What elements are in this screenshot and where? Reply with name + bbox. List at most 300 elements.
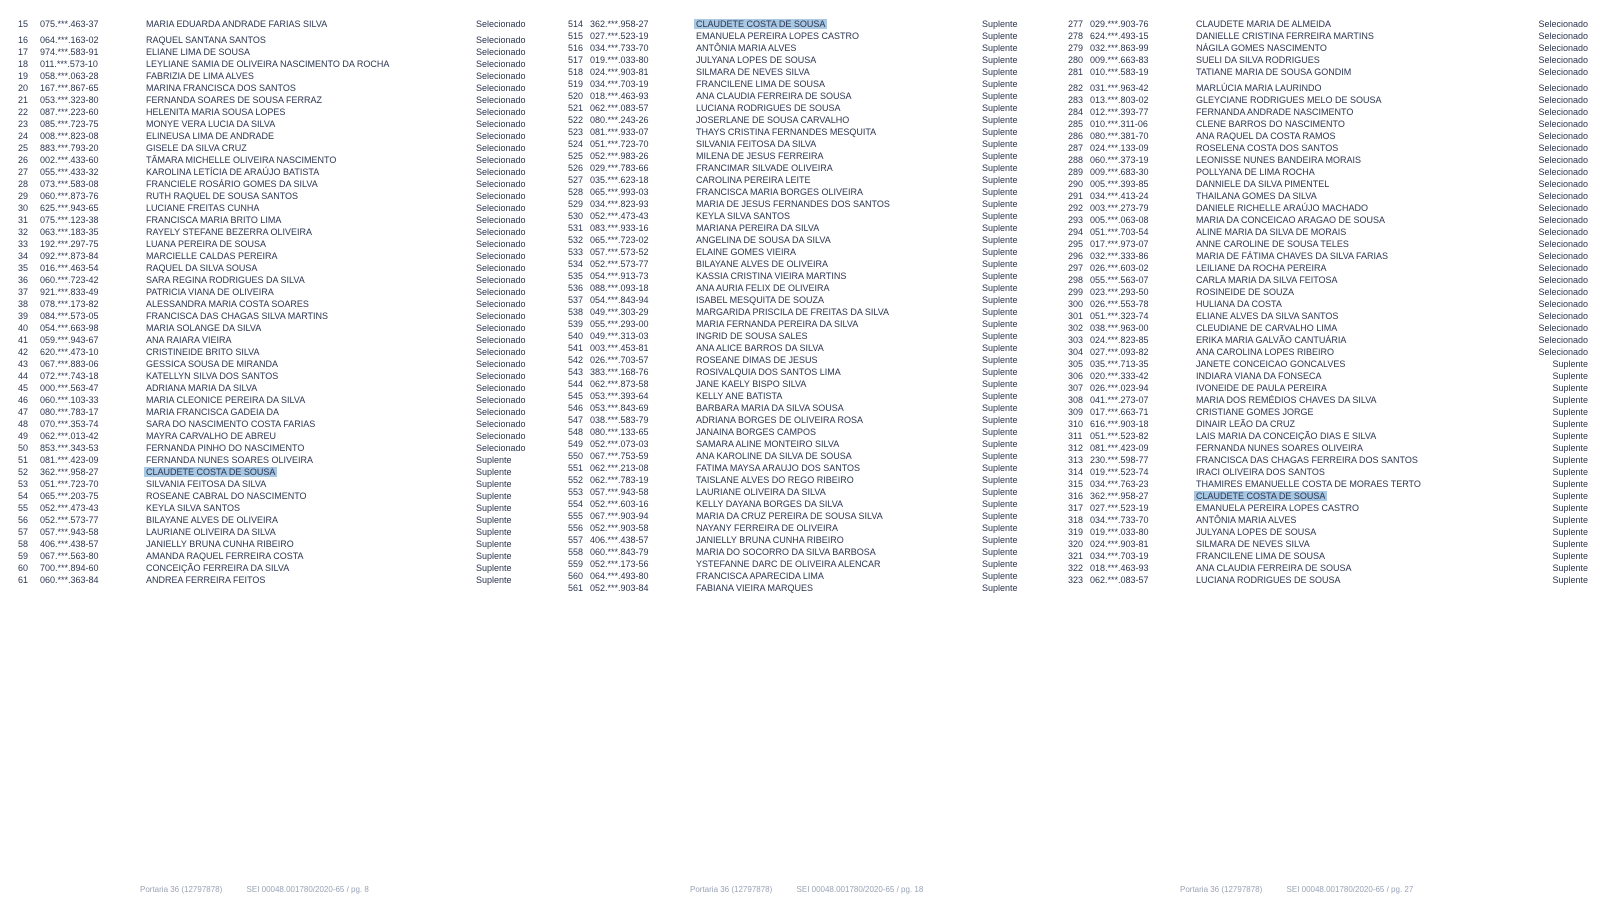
row-number: 42: [18, 347, 29, 357]
row-name: ROSEANE CABRAL DO NASCIMENTO: [146, 491, 307, 501]
row-name: FERNANDA NUNES SOARES OLIVEIRA: [1196, 443, 1364, 453]
row-name: FRANCIELE ROSÁRIO GOMES DA SILVA: [146, 179, 318, 189]
row-name-cell: [1194, 550, 1524, 562]
table-row: [18, 550, 548, 562]
row-cpf: 053.***.393-64: [590, 391, 649, 401]
row-name-cell: [144, 118, 476, 130]
row-name: ANA AURIA FELIX DE OLIVEIRA: [696, 283, 830, 293]
row-name: JULYANA LOPES DE SOUSA: [1196, 527, 1317, 537]
row-number: 46: [18, 395, 29, 405]
row-cpf: 060.***.873-76: [40, 191, 99, 201]
row-name: LUCIANA RODRIGUES DE SOUSA: [696, 103, 841, 113]
row-cpf: 003.***.453-81: [590, 343, 649, 353]
row-number: 538: [568, 307, 584, 317]
row-cpf: 051.***.323-74: [1090, 311, 1149, 321]
row-number: 295: [1068, 239, 1084, 249]
row-status: Suplente: [476, 527, 512, 537]
row-status: Suplente: [1552, 491, 1588, 501]
row-name: ROSEANE DIMAS DE JESUS: [696, 355, 818, 365]
row-number: 39: [18, 311, 29, 321]
row-name-cell: [144, 106, 476, 118]
row-status: Suplente: [476, 455, 512, 465]
row-number: 315: [1068, 479, 1084, 489]
row-name-cell: [694, 414, 982, 426]
table-row: [1068, 394, 1588, 406]
table-row: [1068, 106, 1588, 118]
row-status: Selecionado: [1538, 251, 1588, 261]
row-status: Selecionado: [476, 347, 526, 357]
row-status: Selecionado: [476, 335, 526, 345]
row-name: CAROLINA PEREIRA LEITE: [696, 175, 811, 185]
table-row: [18, 250, 548, 262]
row-name: ISABEL MESQUITA DE SOUZA: [696, 295, 825, 305]
row-name-cell: [1194, 54, 1524, 66]
row-cpf: 700.***.894-60: [40, 563, 99, 573]
row-name: ERIKA MARIA GALVÃO CANTUÁRIA: [1196, 335, 1347, 345]
row-name: MARIA DE JESUS FERNANDES DOS SANTOS: [696, 199, 890, 209]
table-row: [18, 478, 548, 490]
row-name: MARLÚCIA MARIA LAURINDO: [1196, 83, 1322, 93]
row-number: 542: [568, 355, 584, 365]
row-cpf: 058.***.063-28: [40, 71, 99, 81]
row-name: JANIELLY BRUNA CUNHA RIBEIRO: [146, 539, 294, 549]
row-cpf: 070.***.353-74: [40, 419, 99, 429]
row-status: Selecionado: [476, 155, 526, 165]
row-cpf: 026.***.553-78: [1090, 299, 1149, 309]
row-name: LUCIANE FREITAS CUNHA: [146, 203, 260, 213]
row-cpf: 034.***.733-70: [1090, 515, 1149, 525]
row-status: Selecionado: [476, 131, 526, 141]
row-name: MARINA FRANCISCA DOS SANTOS: [146, 83, 296, 93]
row-name-cell: [144, 334, 476, 346]
row-name: CLEUDIANE DE CARVALHO LIMA: [1196, 323, 1338, 333]
row-number: 51: [18, 455, 29, 465]
row-status: Suplente: [982, 31, 1018, 41]
table-row: [1068, 286, 1588, 298]
row-status: Suplente: [982, 235, 1018, 245]
row-status: Suplente: [982, 67, 1018, 77]
row-number: 24: [18, 131, 29, 141]
table-row: [1068, 382, 1588, 394]
row-name: MAYRA CARVALHO DE ABREU: [146, 431, 277, 441]
row-status: Selecionado: [1538, 227, 1588, 237]
row-name: ANA RAIARA VIEIRA: [146, 335, 232, 345]
row-number: 298: [1068, 275, 1084, 285]
row-name-cell: [1194, 322, 1524, 334]
row-name-cell: [694, 258, 982, 270]
row-number: 549: [568, 439, 584, 449]
row-name: KEYLA SILVA SANTOS: [696, 211, 791, 221]
table-row: [568, 246, 1048, 258]
row-cpf: 012.***.393-77: [1090, 107, 1149, 117]
row-name: FATIMA MAYSA ARAUJO DOS SANTOS: [696, 463, 861, 473]
row-name: KASSIA CRISTINA VIEIRA MARTINS: [696, 271, 847, 281]
table-row: [18, 226, 548, 238]
table-row: [1068, 166, 1588, 178]
row-name-cell: [144, 502, 476, 514]
row-number: 544: [568, 379, 584, 389]
row-cpf: 362.***.958-27: [40, 467, 99, 477]
row-status: Selecionado: [1538, 203, 1588, 213]
row-number: 20: [18, 83, 29, 93]
table-row: [1068, 310, 1588, 322]
row-cpf: 065.***.723-02: [590, 235, 649, 245]
row-status: Suplente: [476, 491, 512, 501]
table-row: [18, 238, 548, 250]
row-cpf: 029.***.903-76: [1090, 19, 1149, 29]
row-cpf: 060.***.843-79: [590, 547, 649, 557]
table-row: [1068, 526, 1588, 538]
row-number: 48: [18, 419, 29, 429]
table-row: [1068, 334, 1588, 346]
row-cpf: 041.***.273-07: [1090, 395, 1149, 405]
row-number: 310: [1068, 419, 1084, 429]
row-cpf: 167.***.867-65: [40, 83, 99, 93]
row-cpf: 027.***.523-19: [1090, 503, 1149, 513]
row-name-cell: [144, 214, 476, 226]
row-name: LEILIANE DA ROCHA PEREIRA: [1196, 263, 1327, 273]
table-row: [18, 574, 548, 586]
row-cpf: 084.***.573-05: [40, 311, 99, 321]
row-cpf: 078.***.173-82: [40, 299, 99, 309]
row-status: Suplente: [1552, 503, 1588, 513]
row-number: 284: [1068, 107, 1084, 117]
row-name: JULYANA LOPES DE SOUSA: [696, 55, 817, 65]
row-status: Suplente: [1552, 455, 1588, 465]
row-number: 323: [1068, 575, 1084, 585]
row-cpf: 024.***.823-85: [1090, 335, 1149, 345]
row-number: 41: [18, 335, 29, 345]
row-status: Suplente: [982, 571, 1018, 581]
row-name-cell: [694, 138, 982, 150]
row-name-cell: [144, 442, 476, 454]
row-status: Suplente: [982, 103, 1018, 113]
table-row: [568, 354, 1048, 366]
table-row: [18, 118, 548, 130]
table-row: [568, 78, 1048, 90]
row-cpf: 024.***.903-81: [1090, 539, 1149, 549]
row-name: FRANCISCA MARIA BRITO LIMA: [146, 215, 282, 225]
row-name-cell: [694, 546, 982, 558]
row-name: ANA KAROLINE DA SILVA DE SOUSA: [696, 451, 852, 461]
row-name: YSTEFANNE DARC DE OLIVEIRA ALENCAR: [696, 559, 881, 569]
row-cpf: 230.***.598-77: [1090, 455, 1149, 465]
row-name-cell: [694, 378, 982, 390]
row-cpf: 057.***.573-52: [590, 247, 649, 257]
table-row: [1068, 94, 1588, 106]
table-row: [568, 510, 1048, 522]
footer-sei: SEI 00048.001780/2020-65 / pg. 27: [1286, 885, 1414, 894]
row-cpf: 038.***.583-79: [590, 415, 649, 425]
list-page-left: [18, 18, 548, 880]
row-name: MARIA SOLANGE DA SILVA: [146, 323, 262, 333]
row-status: Suplente: [982, 43, 1018, 53]
row-cpf: 024.***.903-81: [590, 67, 649, 77]
row-number: 283: [1068, 95, 1084, 105]
table-row: [18, 130, 548, 142]
row-name-cell: [694, 90, 982, 102]
table-row: [18, 334, 548, 346]
row-name-cell: [144, 58, 476, 70]
row-cpf: 625.***.943-65: [40, 203, 99, 213]
row-number: 543: [568, 367, 584, 377]
row-cpf: 055.***.433-32: [40, 167, 99, 177]
row-number: 60: [18, 563, 29, 573]
row-number: 319: [1068, 527, 1084, 537]
row-cpf: 616.***.903-18: [1090, 419, 1149, 429]
row-name: CONCEIÇÃO FERREIRA DA SILVA: [146, 563, 290, 573]
row-name-cell: [144, 310, 476, 322]
row-status: Suplente: [1552, 431, 1588, 441]
row-number: 288: [1068, 155, 1084, 165]
row-name-cell: [144, 358, 476, 370]
row-number: 547: [568, 415, 584, 425]
row-name-cell: [1194, 298, 1524, 310]
row-number: 286: [1068, 131, 1084, 141]
row-status: Selecionado: [1538, 143, 1588, 153]
row-status: Selecionado: [1538, 83, 1588, 93]
row-status: Selecionado: [1538, 131, 1588, 141]
table-row: [1068, 130, 1588, 142]
table-row: [18, 562, 548, 574]
row-cpf: 065.***.993-03: [590, 187, 649, 197]
row-cpf: 067.***.883-06: [40, 359, 99, 369]
table-row: [568, 294, 1048, 306]
row-name: JANE KAELY BISPO SILVA: [696, 379, 807, 389]
row-cpf: 034.***.733-70: [590, 43, 649, 53]
row-name-cell: [1194, 130, 1524, 142]
row-status: Selecionado: [1538, 179, 1588, 189]
row-name-cell: [1194, 442, 1524, 454]
row-status: Suplente: [982, 379, 1018, 389]
row-status: Suplente: [476, 539, 512, 549]
row-number: 312: [1068, 443, 1084, 453]
table-row: [1068, 322, 1588, 334]
row-name-cell: [694, 66, 982, 78]
row-name-cell: [144, 166, 476, 178]
table-row: [1068, 442, 1588, 454]
row-cpf: 060.***.363-84: [40, 575, 99, 585]
row-name-cell: [694, 390, 982, 402]
row-status: Suplente: [476, 575, 512, 585]
row-number: 520: [568, 91, 584, 101]
row-cpf: 062.***.013-42: [40, 431, 99, 441]
row-status: Suplente: [982, 367, 1018, 377]
row-number: 525: [568, 151, 584, 161]
table-row: [1068, 238, 1588, 250]
row-name-cell: [694, 366, 982, 378]
row-cpf: 032.***.863-99: [1090, 43, 1149, 53]
row-name: CRISTINEIDE BRITO SILVA: [146, 347, 260, 357]
row-name-cell: [144, 466, 476, 478]
table-row: [18, 322, 548, 334]
row-cpf: 008.***.823-08: [40, 131, 99, 141]
row-name: RUTH RAQUEL DE SOUSA SANTOS: [146, 191, 299, 201]
row-status: Selecionado: [1538, 95, 1588, 105]
row-number: 517: [568, 55, 584, 65]
row-number: 292: [1068, 203, 1084, 213]
row-status: Selecionado: [476, 191, 526, 201]
row-cpf: 883.***.793-20: [40, 143, 99, 153]
row-number: 553: [568, 487, 584, 497]
footer-sei: SEI 00048.001780/2020-65 / pg. 18: [796, 885, 924, 894]
row-cpf: 080.***.783-17: [40, 407, 99, 417]
table-row: [568, 114, 1048, 126]
row-name: MONYE VERA LUCIA DA SILVA: [146, 119, 276, 129]
row-status: Suplente: [982, 127, 1018, 137]
row-name-cell: [144, 346, 476, 358]
table-row: [1068, 202, 1588, 214]
row-name: SARA DO NASCIMENTO COSTA FARIAS: [146, 419, 316, 429]
row-name-cell: [144, 250, 476, 262]
table-row: [18, 442, 548, 454]
row-cpf: 009.***.663-83: [1090, 55, 1149, 65]
row-name-cell: [1194, 178, 1524, 190]
row-cpf: 052.***.573-77: [590, 259, 649, 269]
table-row: [1068, 66, 1588, 78]
row-number: 531: [568, 223, 584, 233]
row-name-cell: [694, 570, 982, 582]
row-name: MARIA EDUARDA ANDRADE FARIAS SILVA: [146, 19, 328, 29]
row-number: 22: [18, 107, 29, 117]
row-name-cell: [694, 186, 982, 198]
row-number: 534: [568, 259, 584, 269]
table-row: [568, 366, 1048, 378]
table-row: [568, 210, 1048, 222]
row-name: KATELLYN SILVA DOS SANTOS: [146, 371, 279, 381]
table-row: [568, 426, 1048, 438]
row-name: KELLY DAYANA BORGES DA SILVA: [696, 499, 844, 509]
row-name: LEYLIANE SAMIA DE OLIVEIRA NASCIMENTO DA ROCHA: [146, 59, 390, 69]
table-row: [18, 202, 548, 214]
row-number: 532: [568, 235, 584, 245]
row-name: MARIA FERNANDA PEREIRA DA SILVA: [696, 319, 859, 329]
page-footer-left: [140, 885, 391, 894]
row-cpf: 034.***.823-93: [590, 199, 649, 209]
footer-sei: SEI 00048.001780/2020-65 / pg. 8: [246, 885, 369, 894]
row-name: LAURIANE OLIVEIRA DA SILVA: [146, 527, 276, 537]
row-status: Suplente: [1552, 479, 1588, 489]
row-status: Selecionado: [476, 143, 526, 153]
row-status: Suplente: [982, 283, 1018, 293]
row-cpf: 035.***.623-18: [590, 175, 649, 185]
row-name-cell: [1194, 478, 1524, 490]
row-name-cell: [694, 150, 982, 162]
table-row: [18, 514, 548, 526]
row-status: Selecionado: [476, 419, 526, 429]
row-status: Selecionado: [476, 215, 526, 225]
row-number: 537: [568, 295, 584, 305]
row-name: INDIARA VIANA DA FONSECA: [1196, 371, 1322, 381]
row-name: RAYELY STEFANE BEZERRA OLIVEIRA: [146, 227, 313, 237]
row-name-cell: [144, 538, 476, 550]
row-name-cell: [144, 274, 476, 286]
row-cpf: 921.***.833-49: [40, 287, 99, 297]
row-name-cell: [144, 18, 476, 30]
row-number: 296: [1068, 251, 1084, 261]
row-name: ELIANE ALVES DA SILVA SANTOS: [1196, 311, 1339, 321]
row-cpf: 053.***.323-80: [40, 95, 99, 105]
row-number: 18: [18, 59, 29, 69]
row-name-cell: [1194, 574, 1524, 586]
row-status: Selecionado: [1538, 155, 1588, 165]
row-name-cell: [144, 226, 476, 238]
row-status: Selecionado: [476, 47, 526, 57]
table-row: [1068, 538, 1588, 550]
row-name-cell: [1194, 514, 1524, 526]
table-row: [18, 190, 548, 202]
row-cpf: 027.***.523-19: [590, 31, 649, 41]
row-name-cell: [144, 322, 476, 334]
row-number: 293: [1068, 215, 1084, 225]
row-name: NAYANY FERREIRA DE OLIVEIRA: [696, 523, 839, 533]
row-number: 17: [18, 47, 29, 57]
row-cpf: 011.***.573-10: [40, 59, 98, 69]
row-number: 515: [568, 31, 584, 41]
row-number: 302: [1068, 323, 1084, 333]
table-row: [568, 150, 1048, 162]
row-name-cell: [144, 238, 476, 250]
table-row: [1068, 514, 1588, 526]
row-status: Suplente: [1552, 467, 1588, 477]
table-row: [1068, 562, 1588, 574]
row-cpf: 624.***.493-15: [1090, 31, 1149, 41]
row-number: 31: [18, 215, 29, 225]
row-name-cell: [144, 370, 476, 382]
row-name: DANNIELE DA SILVA PIMENTEL: [1196, 179, 1330, 189]
row-name-cell: [1194, 466, 1524, 478]
table-row: [18, 430, 548, 442]
row-name: KELLY ANE BATISTA: [696, 391, 783, 401]
row-name: TAISLANE ALVES DO REGO RIBEIRO: [696, 475, 854, 485]
row-status: Suplente: [982, 223, 1018, 233]
table-row: [18, 538, 548, 550]
row-status: Selecionado: [476, 95, 526, 105]
row-name-cell: [694, 102, 982, 114]
row-name: ANA CLAUDIA FERREIRA DE SOUSA: [1196, 563, 1352, 573]
row-cpf: 052.***.983-26: [590, 151, 649, 161]
row-name: SAMARA ALINE MONTEIRO SILVA: [696, 439, 840, 449]
row-number: 313: [1068, 455, 1084, 465]
table-row: [18, 346, 548, 358]
row-name: MARIA DE FÁTIMA CHAVES DA SILVA FARIAS: [1196, 251, 1389, 261]
table-row: [18, 106, 548, 118]
row-status: Selecionado: [476, 443, 526, 453]
row-name-highlighted: CLAUDETE COSTA DE SOUSA: [146, 467, 276, 477]
row-name: DINAIR LEÃO DA CRUZ: [1196, 419, 1296, 429]
row-status: Selecionado: [1538, 311, 1588, 321]
table-row: [18, 274, 548, 286]
row-number: 35: [18, 263, 29, 273]
row-number: 27: [18, 167, 29, 177]
row-name: RAQUEL SANTANA SANTOS: [146, 35, 266, 45]
table-row: [18, 94, 548, 106]
row-number: 539: [568, 319, 584, 329]
row-name: FRANCILENE LIMA DE SOUSA: [696, 79, 826, 89]
row-name: BARBARA MARIA DA SILVA SOUSA: [696, 403, 844, 413]
row-name-cell: [1194, 250, 1524, 262]
row-number: 514: [568, 19, 584, 29]
row-number: 53: [18, 479, 29, 489]
footer-portaria: Portaria 36 (12797878): [140, 885, 223, 894]
row-status: Selecionado: [1538, 335, 1588, 345]
row-cpf: 054.***.913-73: [590, 271, 649, 281]
row-number: 59: [18, 551, 29, 561]
row-name: LAURIANE OLIVEIRA DA SILVA: [696, 487, 826, 497]
row-name-cell: [1194, 238, 1524, 250]
row-cpf: 059.***.943-67: [40, 335, 99, 345]
table-row: [568, 378, 1048, 390]
